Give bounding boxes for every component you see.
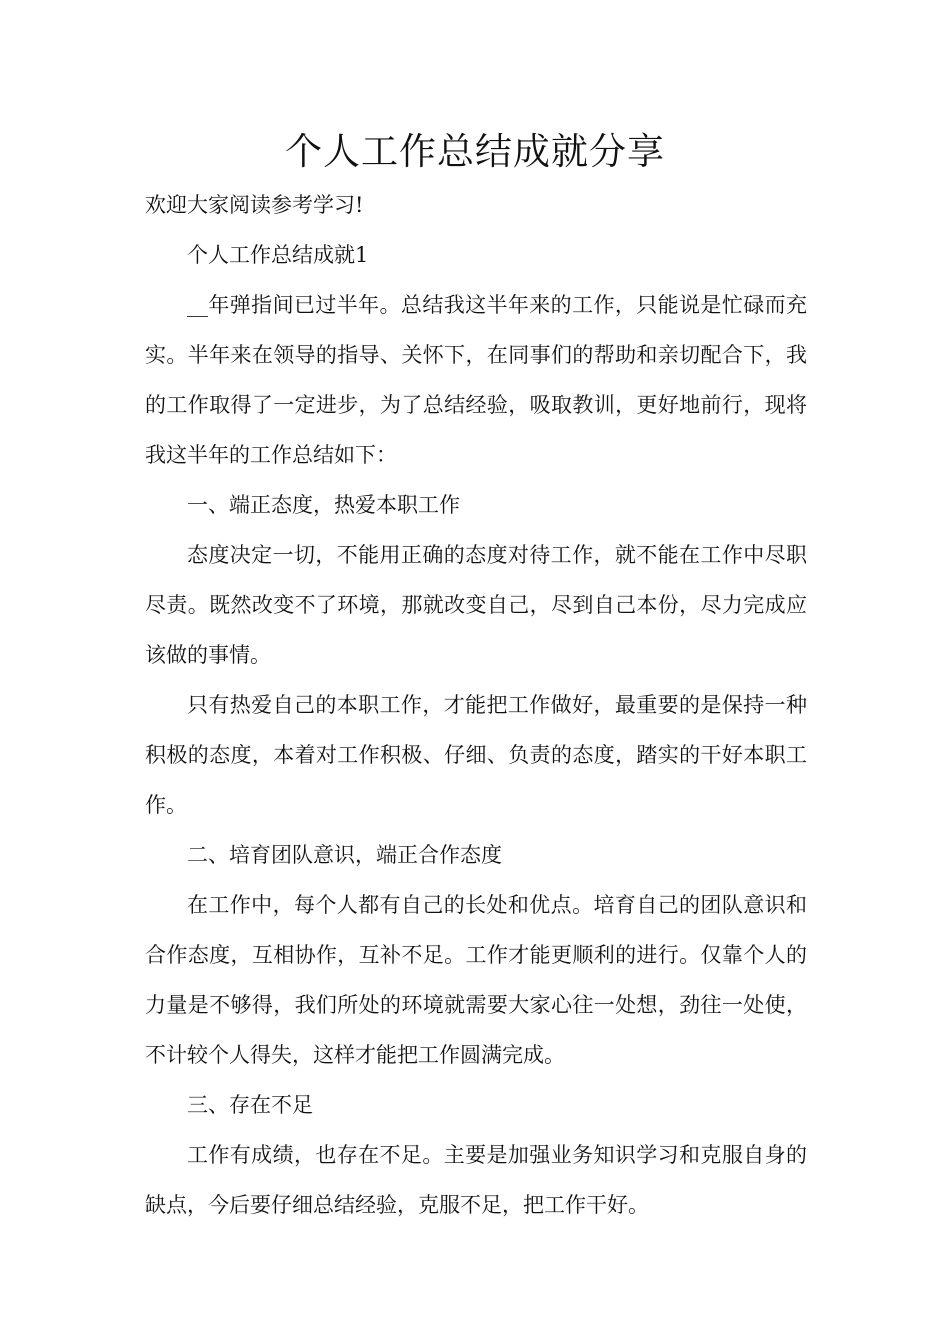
document-title: 个人工作总结成就分享 [285, 130, 665, 173]
body-paragraph-shortcomings: 工作有成绩，也存在不足。主要是加强业务知识学习和克服自身的缺点，今后要仔细总结经验，克服不足，把工作干好。 [145, 1143, 807, 1217]
section-heading-shortcomings: 三、存在不足 [187, 1093, 313, 1117]
section-heading-summary-1: 个人工作总结成就1 [187, 243, 369, 267]
body-paragraph-opening: __年弹指间已过半年。总结我这半年来的工作，只能说是忙碌而充实。半年来在领导的指导、关怀下，在同事们的帮助和亲切配合下，我的工作取得了一定进步，为了总结经验，吸取教训，更好地前行，现将我这半年的工作总结如下： [145, 293, 807, 467]
document-body [145, 180, 807, 1230]
body-paragraph-team: 在工作中，每个人都有自己的长处和优点。培育自己的团队意识和合作态度，互相协作，互补不足。工作才能更顺利的进行。仅靠个人的力量是不够得，我们所处的环境就需要大家心往一处想，劲往一处使，不计较个人得失，这样才能把工作圆满完成。 [145, 893, 807, 1067]
section-heading-attitude: 一、端正态度，热爱本职工作 [187, 493, 460, 517]
body-paragraph-love-work: 只有热爱自己的本职工作，才能把工作做好，最重要的是保持一种积极的态度，本着对工作积极、仔细、负责的态度，踏实的干好本职工作。 [145, 693, 807, 817]
intro-line: 欢迎大家阅读参考学习! [145, 193, 364, 217]
section-heading-team: 二、培育团队意识，端正合作态度 [187, 843, 502, 867]
body-paragraph-attitude: 态度决定一切，不能用正确的态度对待工作，就不能在工作中尽职尽责。既然改变不了环境，那就改变自己，尽到自己本份，尽力完成应该做的事情。 [145, 543, 807, 667]
